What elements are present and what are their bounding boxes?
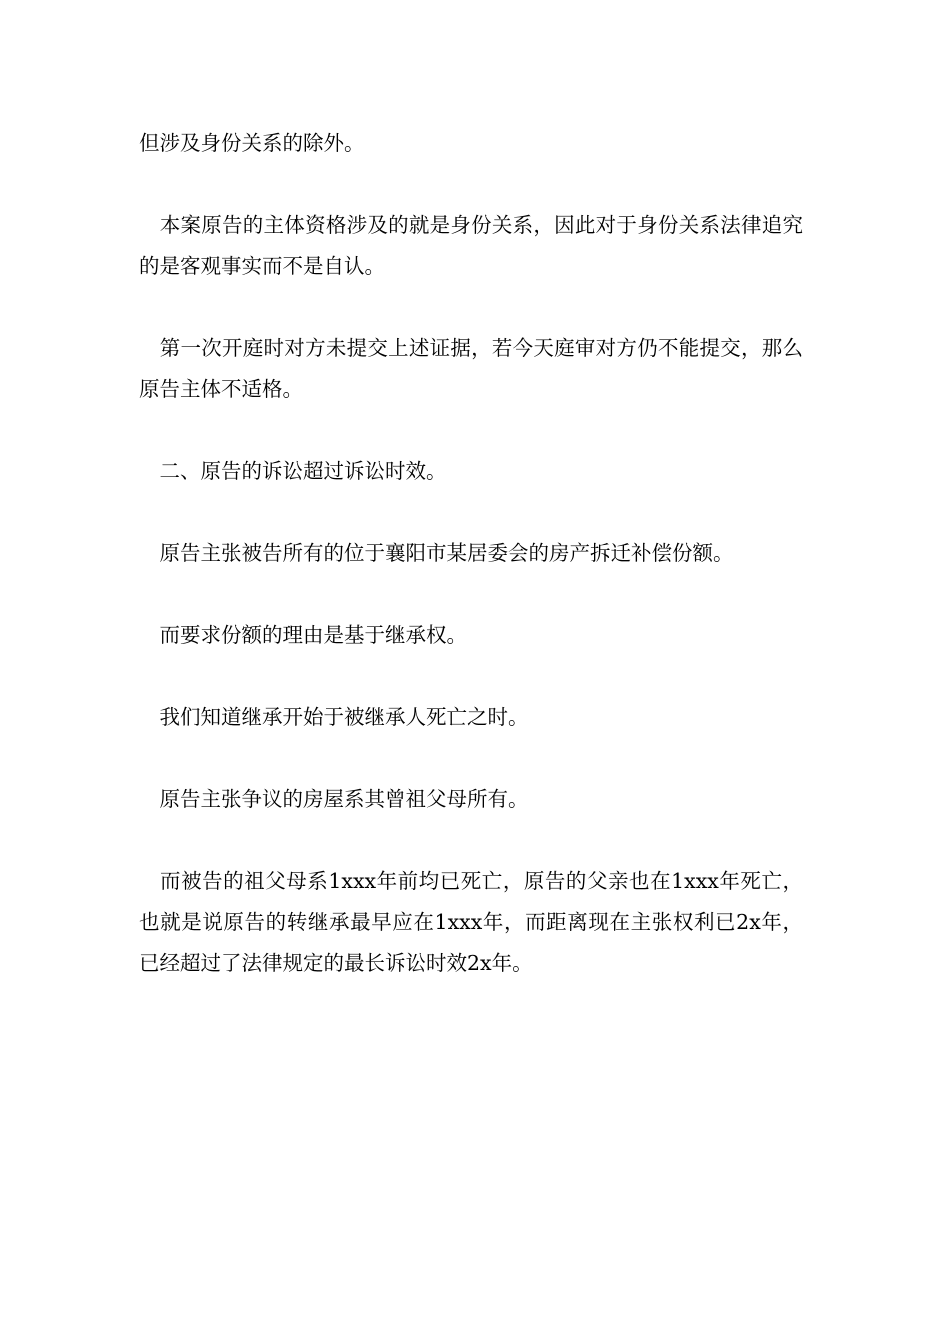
paragraph-gap bbox=[139, 410, 803, 451]
paragraph-gap bbox=[139, 656, 803, 697]
paragraph-6: 而要求份额的理由是基于继承权。 bbox=[139, 623, 467, 647]
document-body bbox=[139, 123, 803, 984]
paragraph-gap bbox=[139, 820, 803, 861]
paragraph-gap bbox=[139, 164, 803, 205]
paragraph-1: 但涉及身份关系的除外。 bbox=[139, 131, 365, 155]
paragraph-5: 原告主张被告所有的位于襄阳市某居委会的房产拆迁补偿份额。 bbox=[139, 541, 734, 565]
paragraph-7: 我们知道继承开始于被继承人死亡之时。 bbox=[139, 705, 529, 729]
paragraph-gap bbox=[139, 574, 803, 615]
paragraph-3: 第一次开庭时对方未提交上述证据，若今天庭审对方仍不能提交，那么原告主体不适格。 bbox=[139, 336, 803, 401]
paragraph-8: 原告主张争议的房屋系其曾祖父母所有。 bbox=[139, 787, 529, 811]
paragraph-gap bbox=[139, 287, 803, 328]
paragraph-4-heading: 二、原告的诉讼超过诉讼时效。 bbox=[139, 459, 447, 483]
paragraph-gap bbox=[139, 738, 803, 779]
paragraph-gap bbox=[139, 492, 803, 533]
paragraph-2: 本案原告的主体资格涉及的就是身份关系，因此对于身份关系法律追究的是客观事实而不是自认。 bbox=[139, 213, 803, 278]
paragraph-9: 而被告的祖父母系1xxx年前均已死亡，原告的父亲也在1xxx年死亡，也就是说原告的转继承最早应在1xxx年，而距离现在主张权利已2x年，已经超过了法律规定的最长诉讼时效2x年。 bbox=[139, 869, 803, 975]
